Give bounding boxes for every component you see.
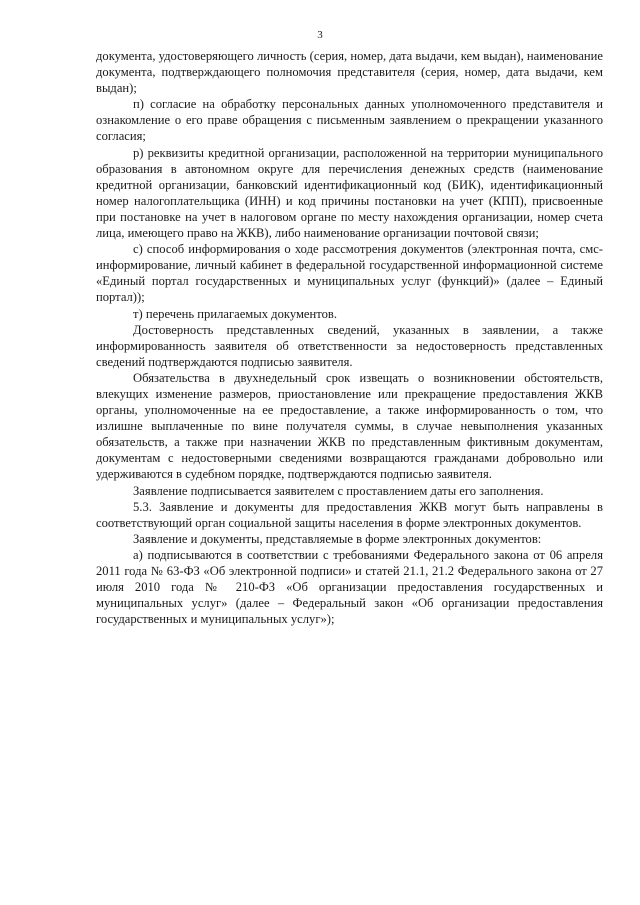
document-body [96,48,603,627]
paragraph-electronic-docs: Заявление и документы, представляемые в форме электронных документов: [133,531,542,546]
paragraph-item-p: п) согласие на обработку персональных данных уполномоченного представителя и ознакомление о его праве обращения с письменным заявлением о прекращении указанного согласия; [96,97,603,144]
paragraph-continuation: документа, удостоверяющего личность (серия, номер, дата выдачи, кем выдан), наименование документа, подтверждающего полномочия представителя (серия, номер, дата выдачи, кем выдан); [96,49,603,96]
paragraph-item-r: р) реквизиты кредитной организации, расположенной на территории муниципального образования в автономном округе для перечисления денежных средств (наименование кредитной организации, банковский идентификационный код (БИК), идентификационный номер налогоплательщика (ИНН) и код причины постановки на учет (КПП), присвоенные при постановке на учет в налоговом органе по месту нахождения организации, номер счета лица, имеющего право на ЖКВ), либо наименование организации почтовой связи; [96,145,603,241]
paragraph-signature: Заявление подписывается заявителем с проставлением даты его заполнения. [133,483,544,498]
paragraph-item-a: а) подписываются в соответствии с требованиями Федерального закона от 06 апреля 2011 года № 63-ФЗ «Об электронной подписи» и статей 21.1, 21.2 Федерального закона от 27 июля 2010 года № 210-ФЗ «Об организации предоставления государственных и муниципальных услуг» (далее – Федеральный закон «Об организации предоставления государственных и муниципальных услуг»); [96,547,603,627]
paragraph-reliability: Достоверность представленных сведений, указанных в заявлении, а также информированность заявителя об ответственности за недостоверность представленных сведений подтверждаются подписью заявителя. [96,322,603,369]
page-number: 3 [317,29,323,41]
paragraph-obligations: Обязательства в двухнедельный срок извещать о возникновении обстоятельств, влекущих изменение размеров, приостановление или прекращение предоставления ЖКВ органы, уполномоченные на ее предоставление, а также информированность о том, что излишне выплаченные по вине получателя суммы, в случае невыполнения указанных обязательств, а также при назначении ЖКВ по представленным фиктивным документам, документам с недостоверными сведениями возвращаются гражданами добровольно или удерживаются в судебном порядке, подтверждаются подписью заявителя. [96,370,603,482]
paragraph-section-5-3: 5.3. Заявление и документы для предоставления ЖКВ могут быть направлены в соответствующий орган социальной защиты населения в форме электронных документов. [96,499,603,530]
paragraph-item-s: с) способ информирования о ходе рассмотрения документов (электронная почта, смс-информирование, личный кабинет в федеральной государственной информационной системе «Единый портал государственных и муниципальных услуг (функций)» (далее – Единый портал)); [96,242,603,305]
paragraph-item-t: т) перечень прилагаемых документов. [133,306,337,321]
